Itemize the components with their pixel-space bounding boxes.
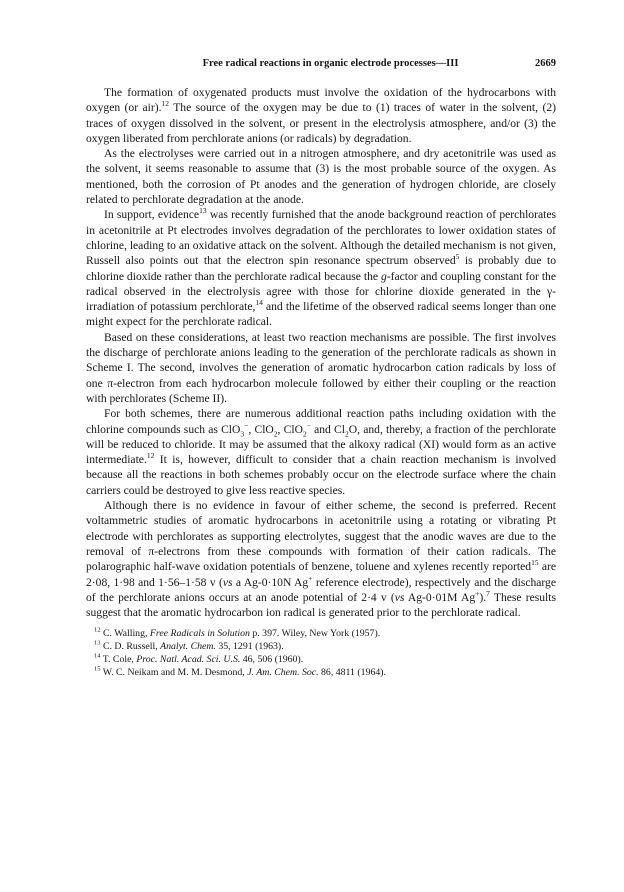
text: 86, 4811 (1964). bbox=[318, 666, 386, 678]
subscript: 2 bbox=[345, 428, 349, 438]
text: , ClO bbox=[277, 422, 303, 436]
citation-title: J. Am. Chem. Soc. bbox=[247, 666, 319, 678]
reference-marker: 7 bbox=[486, 588, 490, 598]
text: The source of the oxygen may be due to (1) traces of water in the solvent, (2) traces of oxygen dissolved in the solvent, or present in the electrolysis atmosphere, and/or (3) the oxygen liberated from perchlorate anions (or radicals) by degradation. bbox=[86, 101, 556, 145]
subscript: 2 bbox=[302, 428, 307, 438]
footnotes bbox=[86, 628, 556, 679]
footnote bbox=[86, 641, 556, 654]
text: was recently furnished that the anode background reaction of perchlorates in acetonitrile at Pt electrodes involves degradation of the perchlorates to lower oxidation states of chlorine, leading to an oxidative attack on the solvent. Although the detailed mechanism is not given, Russell also points out that the electron spin resonance spectrum observed bbox=[86, 208, 556, 268]
text: O, and, thereby, a fraction of the perchlorate will be reduced to chloride. It may be assumed that the alkoxy radical (XI) would form as an active intermediate. bbox=[86, 422, 556, 467]
footnote-marker: 15 bbox=[94, 665, 101, 673]
citation-title: Analyt. Chem. bbox=[160, 641, 216, 653]
footnote-marker: 14 bbox=[94, 652, 101, 660]
text: It is, however, difficult to consider that a chain reaction mechanism is involved because all the reactions in both schemes probably occur on the electrode surface where the chain carriers could be destroyed to give less reactive species. bbox=[86, 453, 556, 497]
running-header bbox=[86, 58, 556, 69]
text: -factor and coupling constant for the radical observed in the electrolysis agree with those for chlorine dioxide generated in the γ-irradiation of potassium perchlorate, bbox=[86, 269, 556, 314]
versus-abbrev: vs bbox=[222, 575, 233, 589]
footnote bbox=[86, 628, 556, 641]
footnote-marker: 13 bbox=[94, 639, 101, 647]
paragraph-6 bbox=[86, 498, 556, 620]
text: and Cl bbox=[310, 422, 345, 436]
reference-marker: 13 bbox=[199, 206, 207, 216]
text: ). bbox=[479, 590, 487, 604]
paragraph-5 bbox=[86, 406, 556, 498]
reference-marker: 5 bbox=[455, 252, 460, 262]
text: The formation of oxygenated products must involve the oxidation of the hydrocarbons with oxygen (or air). bbox=[86, 86, 556, 115]
text: T. Cole, bbox=[100, 653, 137, 665]
text: W. C. Neikam and M. M. Desmond, bbox=[100, 666, 248, 678]
paragraph-3 bbox=[86, 207, 556, 329]
superscript: − bbox=[306, 420, 311, 430]
text: 35, 1291 (1963). bbox=[215, 641, 284, 653]
g-factor-symbol: g bbox=[380, 269, 387, 283]
versus-abbrev: vs bbox=[394, 590, 405, 604]
text: Ag-0·01M Ag bbox=[404, 590, 476, 604]
text: reference electrode), respectively and the discharge of the perchlorate anions occurs at an anode potential of 2·4 v ( bbox=[86, 575, 557, 604]
citation-title: Free Radicals in Solution bbox=[149, 628, 250, 640]
text: are 2·08, 1·98 and 1·56–1·58 v ( bbox=[86, 560, 556, 589]
text: p. 397. Wiley, New York (1957). bbox=[249, 628, 381, 640]
reference-marker: 15 bbox=[531, 558, 539, 568]
text: For both schemes, there are numerous additional reaction paths including oxidation with the chlorine compounds such as ClO bbox=[86, 407, 556, 436]
footnote bbox=[86, 667, 556, 680]
footnote bbox=[86, 654, 556, 667]
text: 46, 506 (1960). bbox=[240, 653, 304, 665]
subscript: 2 bbox=[273, 428, 278, 438]
superscript: + bbox=[475, 588, 480, 598]
text: is probably due to chlorine dioxide rather than the perchlorate radical because the bbox=[86, 254, 556, 283]
text: , ClO bbox=[248, 422, 274, 436]
journal-page bbox=[86, 58, 556, 680]
paragraph-2: As the electrolyses were carried out in a nitrogen atmosphere, and dry acetonitrile was used as the solvent, it seems reasonable to assume that (3) is the most probable source of the oxygen. As mentioned, both the corrosion of Pt anodes and the generation of hydrogen chloride, are closely related to perchlorate degradation at the anode. bbox=[86, 147, 556, 207]
text: and the lifetime of the observed radical seems longer than one might expect for the perchlorate radical. bbox=[86, 300, 556, 329]
footnote-marker: 12 bbox=[94, 627, 101, 635]
text: a Ag-0·10N Ag bbox=[232, 575, 309, 589]
text: C. D. Russell, bbox=[100, 641, 161, 653]
citation-title: Proc. Natl. Acad. Sci. U.S. bbox=[136, 653, 241, 665]
running-title: Free radical reactions in organic electrode processes—III bbox=[202, 58, 459, 69]
reference-marker: 12 bbox=[161, 99, 169, 109]
page-number: 2669 bbox=[535, 58, 556, 69]
text: C. Walling, bbox=[100, 628, 150, 640]
paragraph-1 bbox=[86, 85, 556, 146]
text: Although there is no evidence in favour of either scheme, the second is preferred. Recent voltammetric studies of aromatic hydrocarbons in acetonitrile using a rotating or vibrating Pt electrode with perchlorates as supporting electrolytes, suggest that the anodic waves are due to the removal of π-electrons from these compounds with formation of their cation radicals. The polarographic half-wave oxidation potentials of benzene, toluene and xylenes recently reported bbox=[86, 499, 556, 574]
text: These results suggest that the aromatic hydrocarbon ion radical is generated prior to the perchlorate radical. bbox=[86, 590, 556, 620]
reference-marker: 14 bbox=[255, 298, 263, 308]
subscript: 3 bbox=[240, 428, 245, 438]
superscript: + bbox=[308, 573, 313, 583]
superscript: − bbox=[244, 420, 249, 430]
paragraph-4: Based on these considerations, at least two reaction mechanisms are possible. The first involves the discharge of perchlorate anions leading to the generation of the perchlorate radicals as shown in Scheme I. The second, involves the generation of aromatic hydrocarbon cation radicals by loss of one π-electron from each hydrocarbon molecule followed by either their coupling or the reaction with perchlorates (Scheme II). bbox=[86, 330, 556, 405]
reference-marker: 12 bbox=[146, 451, 155, 461]
text: In support, evidence bbox=[104, 208, 200, 222]
